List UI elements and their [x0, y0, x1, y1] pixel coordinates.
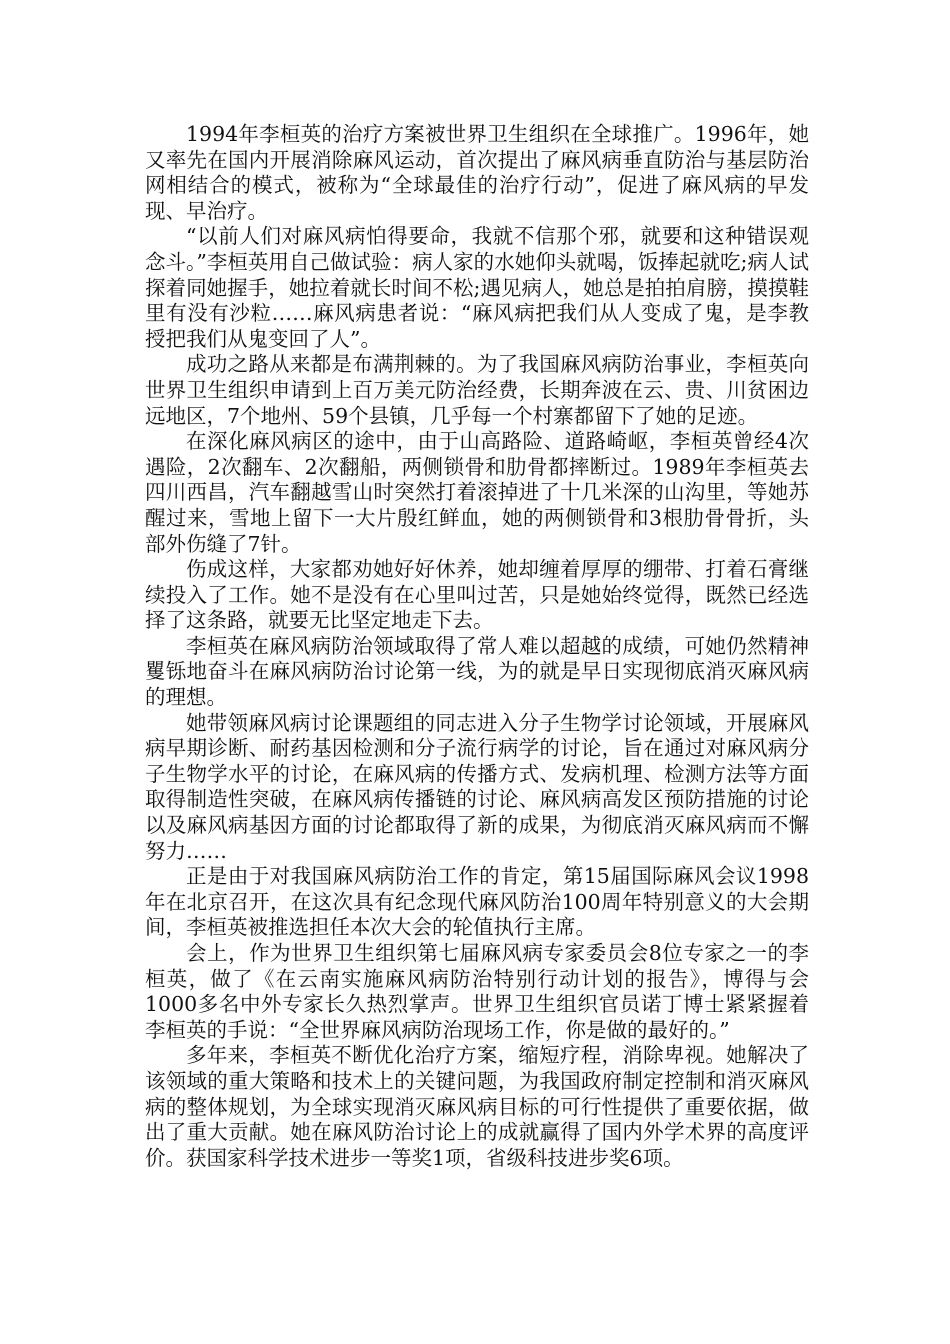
paragraph-1: 1994年李桓英的治疗方案被世界卫生组织在全球推广。1996年，她又率先在国内开展消除麻风运动，首次提出了麻风病垂直防治与基层防治网相结合的模式，被称为“全球最佳的治疗行动”，促进了麻风病的早发现、早治疗。: [145, 122, 809, 223]
paragraph-9: 会上，作为世界卫生组织第七届麻风病专家委员会8位专家之一的李桓英，做了《在云南实施麻风病防治特别行动计划的报告》，博得与会1000多名中外专家长久热烈掌声。世界卫生组织官员诺丁博士紧紧握着李桓英的手说：“全世界麻风病防治现场工作，你是做的最好的。”: [145, 941, 809, 1042]
document-body: [145, 122, 809, 1171]
paragraph-10: 多年来，李桓英不断优化治疗方案，缩短疗程，消除卑视。她解决了该领域的重大策略和技术上的关键问题，为我国政府制定控制和消灭麻风病的整体规划，为全球实现消灭麻风病目标的可行性提供了重要依据，做出了重大贡献。她在麻风防治讨论上的成就赢得了国内外学术界的高度评价。获国家科学技术进步一等奖1项，省级科技进步奖6项。: [145, 1043, 809, 1170]
paragraph-4: 在深化麻风病区的途中，由于山高路险、道路崎岖，李桓英曾经4次遇险，2次翻车、2次翻船，两侧锁骨和肋骨都摔断过。1989年李桓英去四川西昌，汽车翻越雪山时突然打着滚掉进了十几米深的山沟里，等她苏醒过来，雪地上留下一大片殷红鲜血，她的两侧锁骨和3根肋骨骨折，头部外伤缝了7针。: [145, 429, 809, 556]
paragraph-3: 成功之路从来都是布满荆棘的。为了我国麻风病防治事业，李桓英向世界卫生组织申请到上百万美元防治经费，长期奔波在云、贵、川贫困边远地区，7个地州、59个县镇，几乎每一个村寨都留下了她的足迹。: [145, 352, 809, 428]
paragraph-6: 李桓英在麻风病防治领域取得了常人难以超越的成绩，可她仍然精神矍铄地奋斗在麻风病防治讨论第一线，为的就是早日实现彻底消灭麻风病的理想。: [145, 633, 809, 710]
paragraph-2: “以前人们对麻风病怕得要命，我就不信那个邪，就要和这种错误观念斗。”李桓英用自己做试验：病人家的水她仰头就喝，饭捧起就吃;病人试探着同她握手，她拉着就长时间不松;遇见病人，她总是拍拍肩膀，摸摸鞋里有没有沙粒……麻风病患者说：“麻风病把我们从人变成了鬼，是李教授把我们从鬼变回了人”。: [145, 224, 809, 351]
paragraph-7: 她带领麻风病讨论课题组的同志进入分子生物学讨论领域，开展麻风病早期诊断、耐药基因检测和分子流行病学的讨论，旨在通过对麻风病分子生物学水平的讨论，在麻风病的传播方式、发病机理、检测方法等方面取得制造性突破，在麻风病传播链的讨论、麻风病高发区预防措施的讨论以及麻风病基因方面的讨论都取得了新的成果，为彻底消灭麻风病而不懈努力……: [145, 710, 809, 863]
paragraph-8: 正是由于对我国麻风病防治工作的肯定，第15届国际麻风会议1998年在北京召开，在这次具有纪念现代麻风防治100周年特别意义的大会期间，李桓英被推选担任本次大会的轮值执行主席。: [145, 864, 809, 940]
paragraph-5: 伤成这样，大家都劝她好好休养，她却缠着厚厚的绷带、打着石膏继续投入了工作。她不是没有在心里叫过苦，只是她始终觉得，既然已经选择了这条路，就要无比坚定地走下去。: [145, 557, 809, 633]
